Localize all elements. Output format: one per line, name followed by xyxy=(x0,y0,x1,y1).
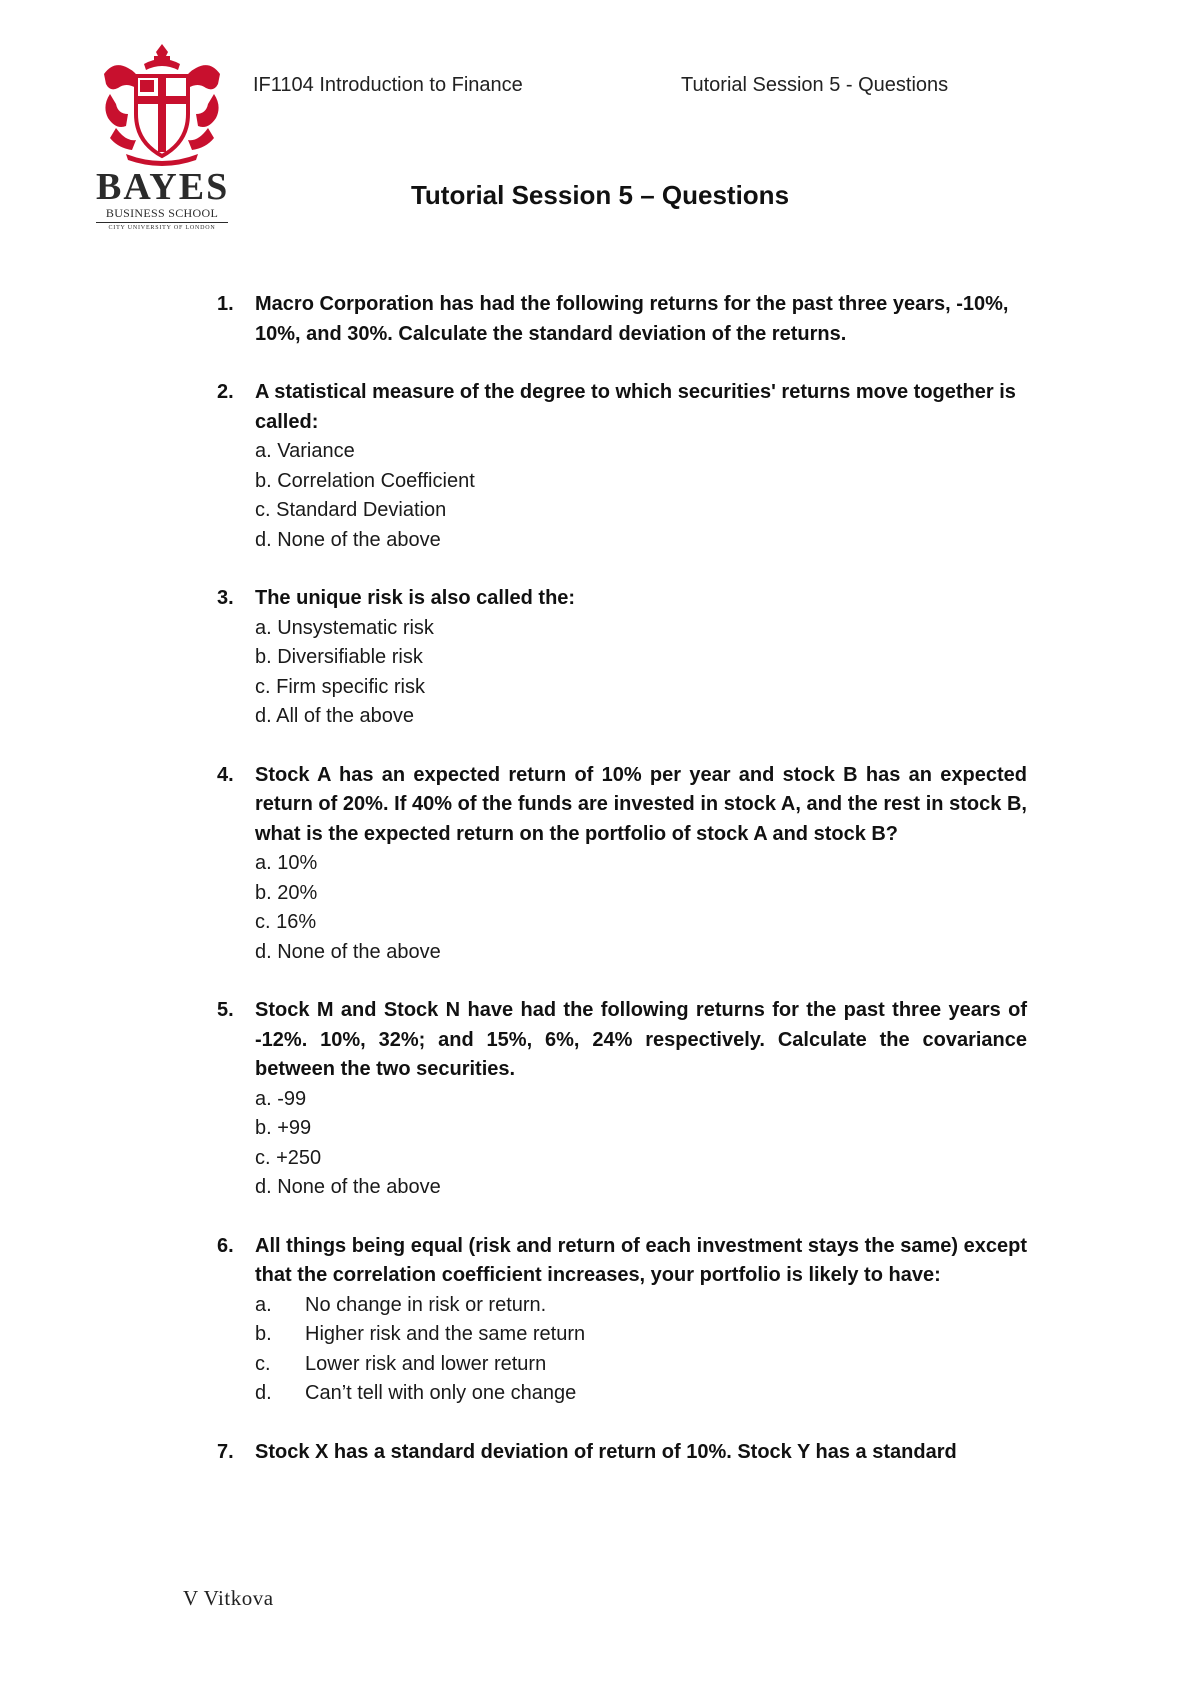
answer-option: b. Correlation Coefficient xyxy=(255,469,475,492)
answer-option: d. None of the above xyxy=(255,528,441,551)
question-2 xyxy=(217,378,1027,555)
option-text: No change in risk or return. xyxy=(305,1293,547,1316)
answer-option xyxy=(255,1320,1027,1350)
answer-option: b. +99 xyxy=(255,1117,312,1139)
question-number: 2. xyxy=(217,381,234,403)
answer-option: c. +250 xyxy=(255,1146,322,1169)
question-number: 1. xyxy=(217,293,234,315)
question-text: Stock X has a standard deviation of return of 10%. Stock Y has a standard xyxy=(255,1440,957,1463)
question-number: 4. xyxy=(217,763,234,786)
question-text: Macro Corporation has had the following returns for the past three years, -10%, 10%, and 30%. Calculate the standard deviation of the returns. xyxy=(255,293,1009,345)
answer-option: a. 10% xyxy=(255,852,318,874)
question-text: Stock A has an expected return of 10% per year and stock B has an expected return of 20%. If 40% of the funds are invested in stock A, and the rest in stock B, what is the expected return on the portfolio of stock A and stock B? xyxy=(255,763,1027,845)
option-letter: b. xyxy=(255,1323,272,1345)
option-text: Higher risk and the same return xyxy=(305,1323,586,1345)
question-list xyxy=(217,290,1027,1496)
question-3 xyxy=(217,584,1027,732)
footer-author: V Vitkova xyxy=(183,1586,274,1610)
option-letter: a. xyxy=(255,1293,272,1316)
answer-option xyxy=(255,1379,1027,1409)
question-number: 6. xyxy=(217,1234,234,1257)
logo-wordmark: BAYES xyxy=(96,166,230,208)
answer-option: d. None of the above xyxy=(255,940,441,963)
question-number: 3. xyxy=(217,587,234,609)
crest-icon xyxy=(96,44,228,166)
answer-option: c. Firm specific risk xyxy=(255,675,425,698)
question-7 xyxy=(217,1438,1027,1468)
question-number: 5. xyxy=(217,999,234,1021)
answer-option: a. -99 xyxy=(255,1087,307,1110)
answer-option: a. Unsystematic risk xyxy=(255,616,434,639)
logo-subtitle-university: CITY UNIVERSITY OF LONDON xyxy=(96,222,228,231)
answer-option: c. Standard Deviation xyxy=(255,499,447,521)
bayes-logo xyxy=(96,44,228,244)
answer-option: d. None of the above xyxy=(255,1176,441,1198)
option-letter: d. xyxy=(255,1382,272,1404)
question-text: Stock M and Stock N have had the following returns for the past three years of -12%. 10%, 32%; and 15%, 6%, 24% respectively. Calculate the covariance between the two securities. xyxy=(255,999,1027,1080)
question-text: The unique risk is also called the: xyxy=(255,587,576,609)
question-1 xyxy=(217,290,1027,349)
option-letter: c. xyxy=(255,1352,271,1375)
question-5 xyxy=(217,996,1027,1203)
header-course: IF1104 Introduction to Finance xyxy=(253,74,523,96)
option-text: Lower risk and lower return xyxy=(305,1352,547,1375)
answer-option: d. All of the above xyxy=(255,705,415,727)
answer-option: b. 20% xyxy=(255,881,318,904)
question-text: All things being equal (risk and return of each investment stays the same) except that the correlation coefficient increases, your portfolio is likely to have: xyxy=(255,1234,1027,1286)
question-6 xyxy=(217,1232,1027,1409)
answer-option: b. Diversifiable risk xyxy=(255,646,423,668)
header-session: Tutorial Session 5 - Questions xyxy=(681,74,949,96)
option-text: Can’t tell with only one change xyxy=(305,1382,577,1404)
answer-option: a. Variance xyxy=(255,440,355,462)
question-text: A statistical measure of the degree to which securities' returns move together is called: xyxy=(255,381,1016,433)
answer-option: c. 16% xyxy=(255,911,317,933)
answer-option xyxy=(255,1350,1027,1380)
answer-option xyxy=(255,1291,1027,1321)
question-number: 7. xyxy=(217,1440,234,1463)
page-title: Tutorial Session 5 – Questions xyxy=(410,180,790,210)
question-4 xyxy=(217,761,1027,968)
logo-subtitle: BUSINESS SCHOOL xyxy=(105,206,219,220)
